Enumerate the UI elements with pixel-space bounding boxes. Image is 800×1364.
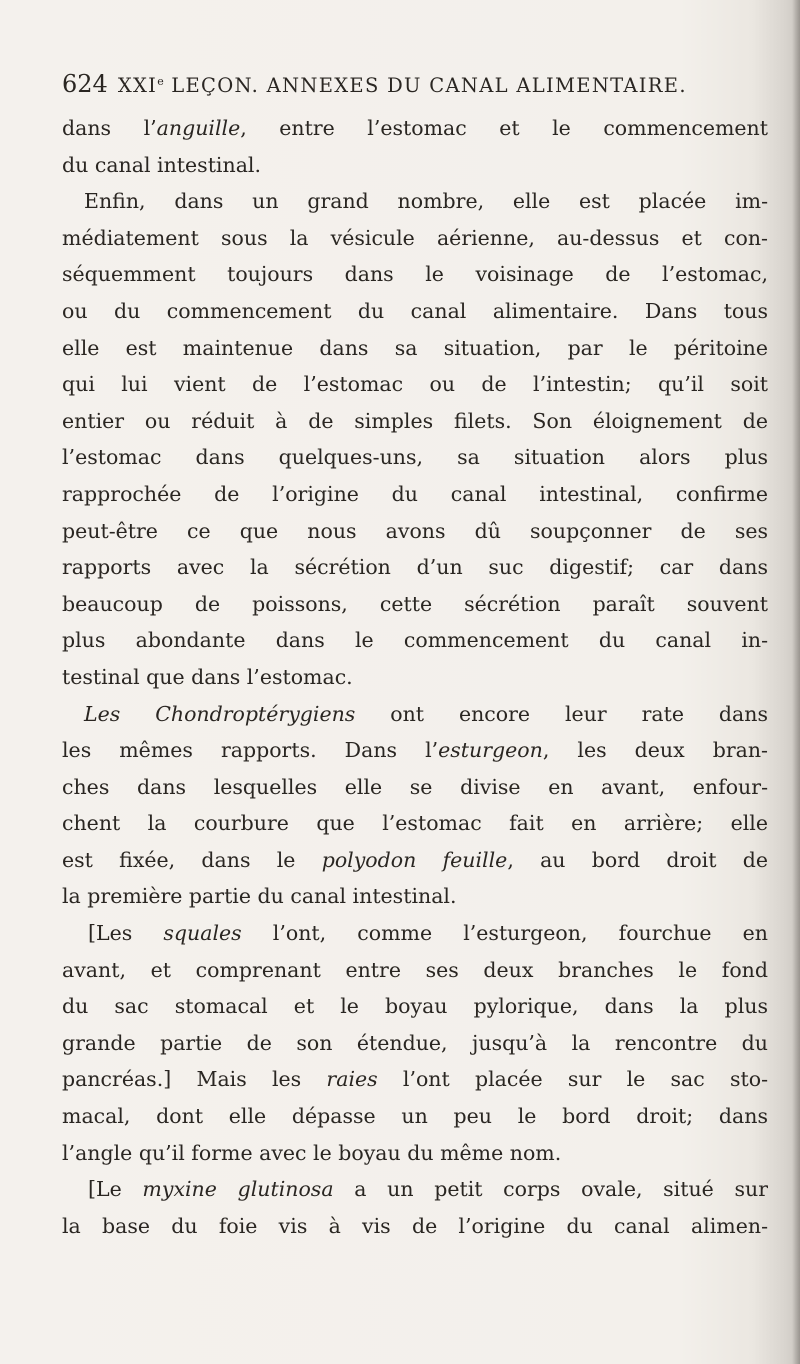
text-segment: , les deux bran- [542, 738, 768, 763]
text-segment: chent la courbure que l’estomac fait en arrière; elle [62, 811, 768, 836]
text-line [62, 1135, 768, 1172]
text-segment: la base du foie vis à vis de l’origine du canal alimen- [62, 1213, 768, 1238]
body-text [62, 110, 768, 1244]
header-title: LEÇON. ANNEXES DU CANAL ALIMENTAIRE. [163, 74, 687, 97]
text-line [62, 586, 768, 623]
text-segment: rapprochée de l’origine du canal intestinal, confirme [62, 481, 768, 506]
text-line [62, 293, 768, 330]
text-line [62, 842, 768, 879]
text-segment: plus abondante dans le commencement du canal in- [62, 628, 768, 653]
text-segment: elle est maintenue dans sa situation, par le péritoine [62, 335, 768, 360]
text-line [62, 622, 768, 659]
text-segment: l’estomac dans quelques-uns, sa situation alors plus [62, 445, 768, 470]
text-line [62, 183, 768, 220]
text-line [62, 439, 768, 476]
italic-term: Les Chondroptérygiens [84, 701, 356, 726]
text-line [62, 110, 768, 147]
text-line [62, 1208, 768, 1245]
text-segment: pancréas.] Mais les [62, 1067, 327, 1092]
text-segment: séquemment toujours dans le voisinage de l’estomac, [62, 262, 768, 287]
text-segment: grande partie de son étendue, jusqu’à la rencontre du [62, 1030, 768, 1055]
text-segment: macal, dont elle dépasse un peu le bord droit; dans [62, 1104, 768, 1129]
text-line [62, 952, 768, 989]
italic-term: raies [326, 1067, 378, 1092]
page-edge-shadow [792, 0, 800, 1364]
text-line [62, 1025, 768, 1062]
text-segment: médiatement sous la vésicule aérienne, au-dessus et con- [62, 225, 768, 250]
text-segment: rapports avec la sécrétion d’un suc digestif; car dans [62, 555, 768, 580]
text-segment: l’ont, comme l’esturgeon, fourchue en [241, 921, 768, 946]
italic-term: polyodon feuille [321, 847, 508, 872]
text-line [62, 1098, 768, 1135]
text-segment: , entre l’estomac et le commencement [240, 116, 768, 140]
text-segment: les mêmes rapports. Dans l’ [62, 738, 439, 763]
text-line [62, 988, 768, 1025]
text-segment: du sac stomacal et le boyau pylorique, dans la plus [62, 994, 768, 1019]
text-segment: ou du commencement du canal alimentaire. Dans tous [62, 298, 768, 323]
text-line [62, 659, 768, 696]
text-line [62, 476, 768, 513]
text-segment: dans l’ [62, 116, 157, 140]
italic-term: esturgeon [438, 738, 543, 763]
italic-term: squales [163, 921, 242, 946]
text-line [62, 696, 768, 733]
text-segment: testinal que dans l’estomac. [62, 664, 353, 689]
text-line [62, 1061, 768, 1098]
text-segment: Enfin, dans un grand nombre, elle est placée im- [84, 189, 768, 214]
text-segment: entier ou réduit à de simples filets. Son éloignement de [62, 408, 768, 433]
text-segment: la première partie du canal intestinal. [62, 884, 457, 909]
lesson-number: XXIe [117, 74, 164, 97]
text-segment: qui lui vient de l’estomac ou de l’intestin; qu’il soit [62, 372, 768, 397]
text-segment: beaucoup de poissons, cette sécrétion paraît souvent [62, 591, 768, 616]
text-segment: peut-être ce que nous avons dû soupçonner de ses [62, 518, 768, 543]
text-line [62, 1171, 768, 1208]
text-line [62, 256, 768, 293]
text-line [62, 878, 768, 915]
page-number: 624 [62, 70, 108, 98]
text-segment: , au bord droit de [507, 847, 768, 872]
text-segment: avant, et comprenant entre ses deux branches le fond [62, 957, 768, 982]
text-segment: [Le [88, 1177, 143, 1202]
text-line [62, 366, 768, 403]
text-line [62, 403, 768, 440]
text-segment: est fixée, dans le [62, 847, 322, 872]
text-segment: l’angle qu’il forme avec le boyau du même nom. [62, 1140, 562, 1165]
text-line [62, 549, 768, 586]
text-segment: a un petit corps ovale, situé sur [333, 1177, 768, 1202]
text-line [62, 732, 768, 769]
text-line [62, 147, 768, 184]
text-line [62, 805, 768, 842]
text-line [62, 220, 768, 257]
text-line [62, 513, 768, 550]
text-line [62, 769, 768, 806]
text-segment: du canal intestinal. [62, 152, 261, 177]
italic-term: myxine glutinosa [142, 1177, 334, 1202]
text-segment: l’ont placée sur le sac sto- [377, 1067, 768, 1092]
text-line [62, 330, 768, 367]
text-segment: [Les [88, 921, 164, 946]
text-line [62, 915, 768, 952]
italic-term: anguille [156, 116, 241, 140]
text-segment: ont encore leur rate dans [355, 701, 768, 726]
text-segment: ches dans lesquelles elle se divise en avant, enfour- [62, 774, 768, 799]
running-header [62, 70, 762, 98]
